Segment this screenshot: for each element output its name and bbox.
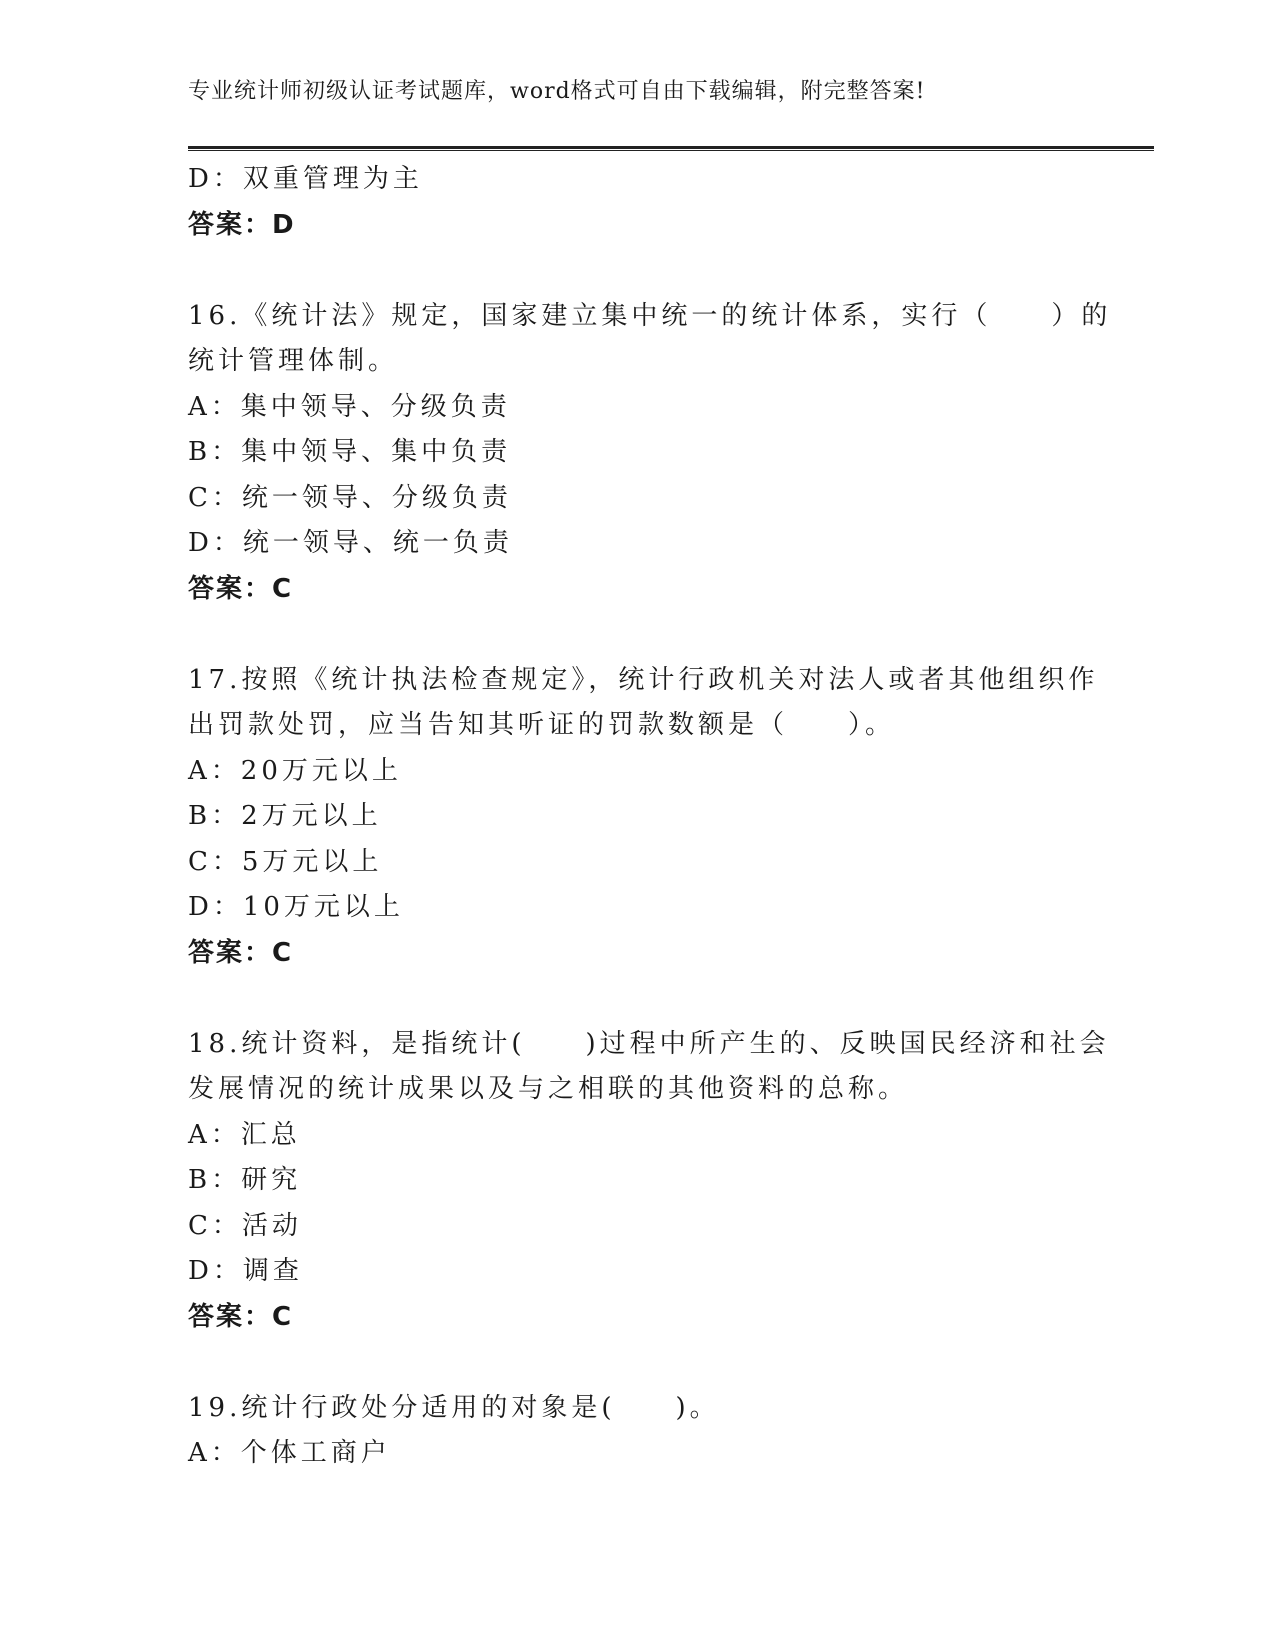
question-text-line: 统计管理体制。	[188, 346, 399, 376]
question-text-line: 19.统计行政处分适用的对象是( )。	[188, 1392, 720, 1423]
question-17	[188, 658, 1099, 977]
option-d: D：调查	[188, 1256, 303, 1286]
question-19	[188, 1386, 1088, 1477]
question-16	[188, 294, 1112, 613]
question-18	[188, 1022, 1110, 1341]
option-a: A：汇总	[188, 1119, 301, 1150]
option-a: A：集中领导、分级负责	[188, 391, 511, 422]
option-d: D：统一领导、统一负责	[188, 528, 513, 558]
question-text-line: 17.按照《统计执法检查规定》，统计行政机关对法人或者其他组织作	[188, 664, 1099, 695]
option-d-prev: D：双重管理为主	[188, 164, 423, 194]
option-c: C：统一领导、分级负责	[188, 482, 512, 513]
question-text-line: 16.《统计法》规定，国家建立集中统一的统计体系，实行（ ）的	[188, 300, 1112, 331]
option-c: C：活动	[188, 1210, 302, 1241]
answer-prev: 答案：D	[188, 209, 296, 240]
question-text-line: 发展情况的统计成果以及与之相联的其他资料的总称。	[188, 1074, 909, 1104]
answer: 答案：C	[188, 937, 294, 968]
document-body	[188, 157, 1112, 1477]
option-b: B：研究	[188, 1165, 302, 1195]
question-text-line: 18.统计资料，是指统计( )过程中所产生的、反映国民经济和社会	[188, 1028, 1110, 1059]
option-b: B：2万元以上	[188, 801, 382, 831]
option-c: C：5万元以上	[188, 846, 383, 877]
option-d: D：10万元以上	[188, 892, 404, 922]
answer: 答案：C	[188, 573, 294, 604]
option-a: A：个体工商户	[188, 1438, 391, 1468]
option-a: A：20万元以上	[188, 755, 402, 786]
question-text-line: 出罚款处罚，应当告知其听证的罚款数额是（ ）。	[188, 710, 896, 740]
option-b: B：集中领导、集中负责	[188, 437, 512, 467]
header-divider	[188, 146, 1154, 151]
page-header-text: 专业统计师初级认证考试题库，word格式可自由下载编辑，附完整答案!	[188, 79, 926, 104]
answer: 答案：C	[188, 1301, 294, 1332]
